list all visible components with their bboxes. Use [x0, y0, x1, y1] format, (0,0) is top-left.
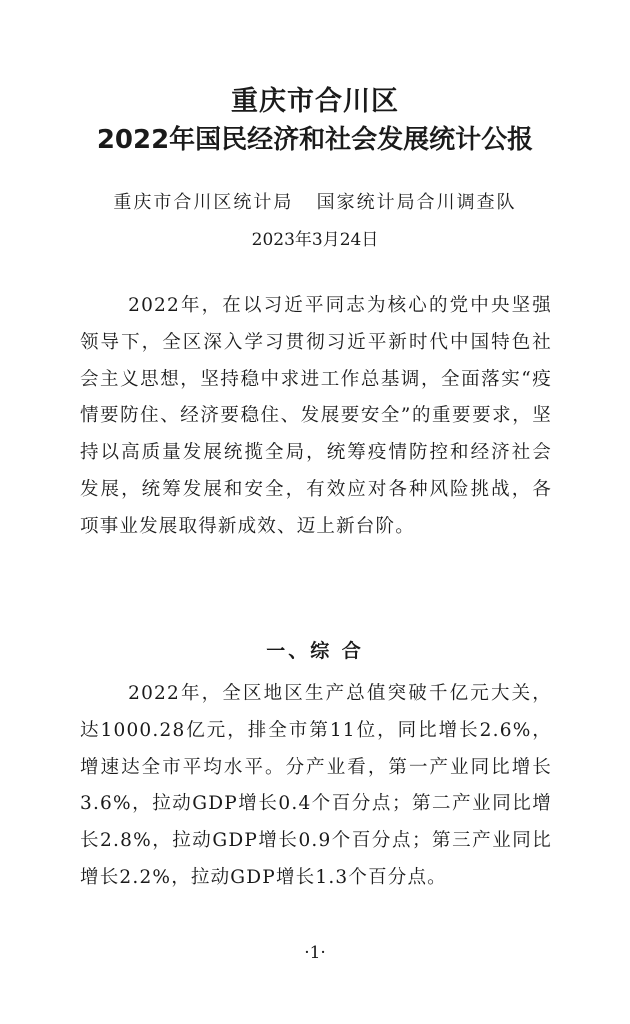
- issuing-organizations: 重庆市合川区统计局 国家统计局合川调查队: [113, 192, 517, 213]
- page-number: ·1·: [304, 943, 326, 963]
- document-title-report: 2022年国民经济和社会发展统计公报: [96, 125, 534, 155]
- intro-paragraph: 2022年，在以习近平同志为核心的党中央坚强领导下，全区深入学习贯彻习近平新时代中国特色社会主义思想，坚持稳中求进工作总基调，全面落实“疫情要防住、经济要稳住、发展要安全”的重要要求，坚持以高质量发展统揽全局，统筹疫情防控和经济社会发展，统筹发展和安全，有效应对各种风险挑战，各项事业发展取得新成效、迈上新台阶。: [80, 295, 552, 537]
- overview-paragraph: 2022年，全区地区生产总值突破千亿元大关，达1000.28亿元，排全市第11位，同比增长2.6%，增速达全市平均水平。分产业看，第一产业同比增长3.6%，拉动GDP增长0.4个百分点；第二产业同比增长2.8%，拉动GDP增长0.9个百分点；第三产业同比增长2.2%，拉动GDP增长1.3个百分点。: [80, 683, 552, 888]
- section-heading-overview: 一、综 合: [266, 640, 364, 662]
- document-title-region: 重庆市合川区: [231, 86, 399, 117]
- publication-date: 2023年3月24日: [251, 230, 379, 250]
